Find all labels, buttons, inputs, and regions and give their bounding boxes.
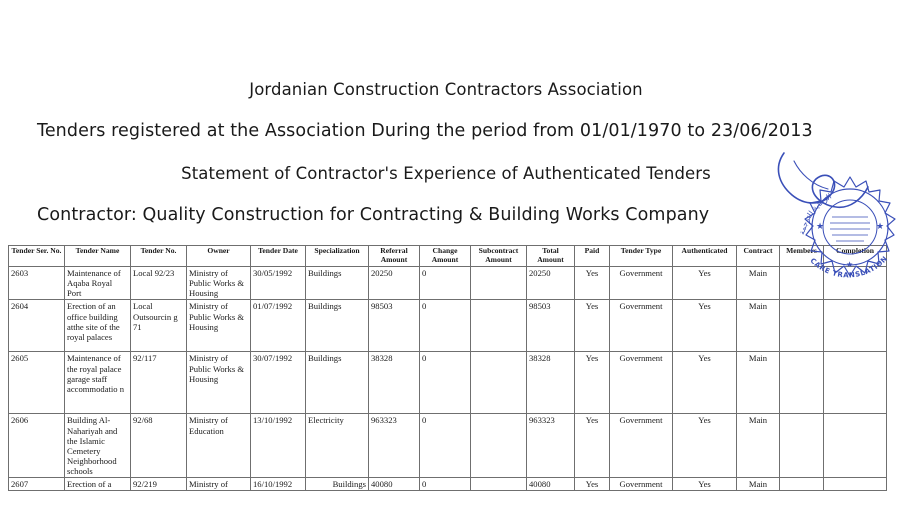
header-tender-no: Tender No. [131,246,187,267]
contractor-line: Contractor: Quality Construction for Contracting & Building Works Company [37,205,710,225]
table-row [9,267,887,300]
cell-tender-date: 16/10/1992 [251,478,306,491]
cell-change-amount: 0 [420,352,471,414]
table-row [9,352,887,414]
cell-authenticated: Yes [673,414,737,478]
svg-text:★: ★ [846,260,854,269]
period-line: Tenders registered at the Association During the period from 01/01/1970 to 23/06/2013 [37,121,813,141]
cell-specialization: Buildings [306,352,369,414]
cell-tender-date: 30/05/1992 [251,267,306,300]
cell-members [780,478,824,491]
cell-tender-name: Erection of a [65,478,131,491]
cell-members [780,300,824,352]
cell-change-amount: 0 [420,300,471,352]
cell-subcontract-amount [471,352,527,414]
header-tender-type: Tender Type [610,246,673,267]
table-row [9,414,887,478]
header-completion: Completion [824,246,887,267]
cell-subcontract-amount [471,300,527,352]
header-members: Members [780,246,824,267]
cell-ser-no: 2604 [9,300,65,352]
cell-tender-name: Maintenance of the royal palace garage staff accommodatio n [65,352,131,414]
cell-contract: Main [737,300,780,352]
header-subcontract-amount: Subcontract Amount [471,246,527,267]
cell-contract: Main [737,414,780,478]
cell-members [780,267,824,300]
cell-specialization: Electricity [306,414,369,478]
cell-tender-no: Local Outsourcin g 71 [131,300,187,352]
cell-tender-type: Government [610,478,673,491]
header-authenticated: Authenticated [673,246,737,267]
statement-line: Statement of Contractor's Experience of Authenticated Tenders [181,164,711,183]
table-row [9,300,887,352]
association-title: Jordanian Construction Contractors Association [249,80,643,99]
cell-ser-no: 2605 [9,352,65,414]
svg-text:★: ★ [816,222,825,232]
header-total-amount: Total Amount [527,246,575,267]
header-paid: Paid [575,246,610,267]
cell-referral-amount: 98503 [369,300,420,352]
cell-total-amount: 98503 [527,300,575,352]
cell-members [780,414,824,478]
header-tender-name: Tender Name [65,246,131,267]
cell-tender-no: 92/117 [131,352,187,414]
cell-subcontract-amount [471,414,527,478]
header-ser-no: Tender Ser. No. [9,246,65,267]
cell-total-amount: 20250 [527,267,575,300]
svg-text:★: ★ [876,222,885,232]
cell-tender-date: 01/07/1992 [251,300,306,352]
cell-contract: Main [737,352,780,414]
header-change-amount: Change Amount [420,246,471,267]
header-owner: Owner [187,246,251,267]
cell-ser-no: 2607 [9,478,65,491]
cell-tender-type: Government [610,414,673,478]
cell-tender-date: 13/10/1992 [251,414,306,478]
cell-tender-type: Government [610,267,673,300]
header-tender-date: Tender Date [251,246,306,267]
cell-tender-name: Erection of an office building atthe site of the royal palaces [65,300,131,352]
cell-tender-name: Maintenance of Aqaba Royal Port [65,267,131,300]
svg-text:الرعاية للترجمة [797,192,833,236]
cell-completion [824,300,887,352]
cell-paid: Yes [575,352,610,414]
cell-authenticated: Yes [673,352,737,414]
cell-change-amount: 0 [420,267,471,300]
cell-tender-date: 30/07/1992 [251,352,306,414]
cell-total-amount: 38328 [527,352,575,414]
cell-contract: Main [737,478,780,491]
cell-members [780,352,824,414]
cell-tender-type: Government [610,300,673,352]
table-header-row [9,246,887,267]
cell-paid: Yes [575,414,610,478]
cell-paid: Yes [575,478,610,491]
cell-change-amount: 0 [420,414,471,478]
cell-referral-amount: 40080 [369,478,420,491]
cell-owner: Ministry of Public Works & Housing [187,352,251,414]
cell-ser-no: 2606 [9,414,65,478]
cell-completion [824,414,887,478]
cell-paid: Yes [575,300,610,352]
cell-completion [824,267,887,300]
cell-change-amount: 0 [420,478,471,491]
header-contract: Contract [737,246,780,267]
cell-referral-amount: 20250 [369,267,420,300]
cell-subcontract-amount [471,267,527,300]
cell-total-amount: 40080 [527,478,575,491]
cell-owner: Ministry of [187,478,251,491]
cell-subcontract-amount [471,478,527,491]
header-specialization: Specialization [306,246,369,267]
header-referral-amount: Referral Amount [369,246,420,267]
seal-text-arabic: الرعاية للترجمة [797,191,833,236]
cell-ser-no: 2603 [9,267,65,300]
cell-tender-no: Local 92/23 [131,267,187,300]
cell-authenticated: Yes [673,267,737,300]
seal-text-latin: CARE TRANSLATION [808,254,890,280]
cell-tender-no: 92/68 [131,414,187,478]
cell-owner: Ministry of Public Works & Housing [187,267,251,300]
cell-total-amount: 963323 [527,414,575,478]
tenders-table [8,245,890,491]
cell-completion [824,352,887,414]
cell-completion [824,478,887,491]
cell-owner: Ministry of Education [187,414,251,478]
cell-contract: Main [737,267,780,300]
cell-specialization: Buildings [306,300,369,352]
cell-specialization: Buildings [306,478,369,491]
table-row [9,478,887,491]
cell-paid: Yes [575,267,610,300]
cell-referral-amount: 963323 [369,414,420,478]
cell-owner: Ministry of Public Works & Housing [187,300,251,352]
cell-specialization: Buildings [306,267,369,300]
cell-tender-type: Government [610,352,673,414]
cell-tender-no: 92/219 [131,478,187,491]
cell-referral-amount: 38328 [369,352,420,414]
cell-authenticated: Yes [673,300,737,352]
cell-authenticated: Yes [673,478,737,491]
cell-tender-name: Building Al-Nahariyah and the Islamic Cemetery Neighborhood schools [65,414,131,478]
